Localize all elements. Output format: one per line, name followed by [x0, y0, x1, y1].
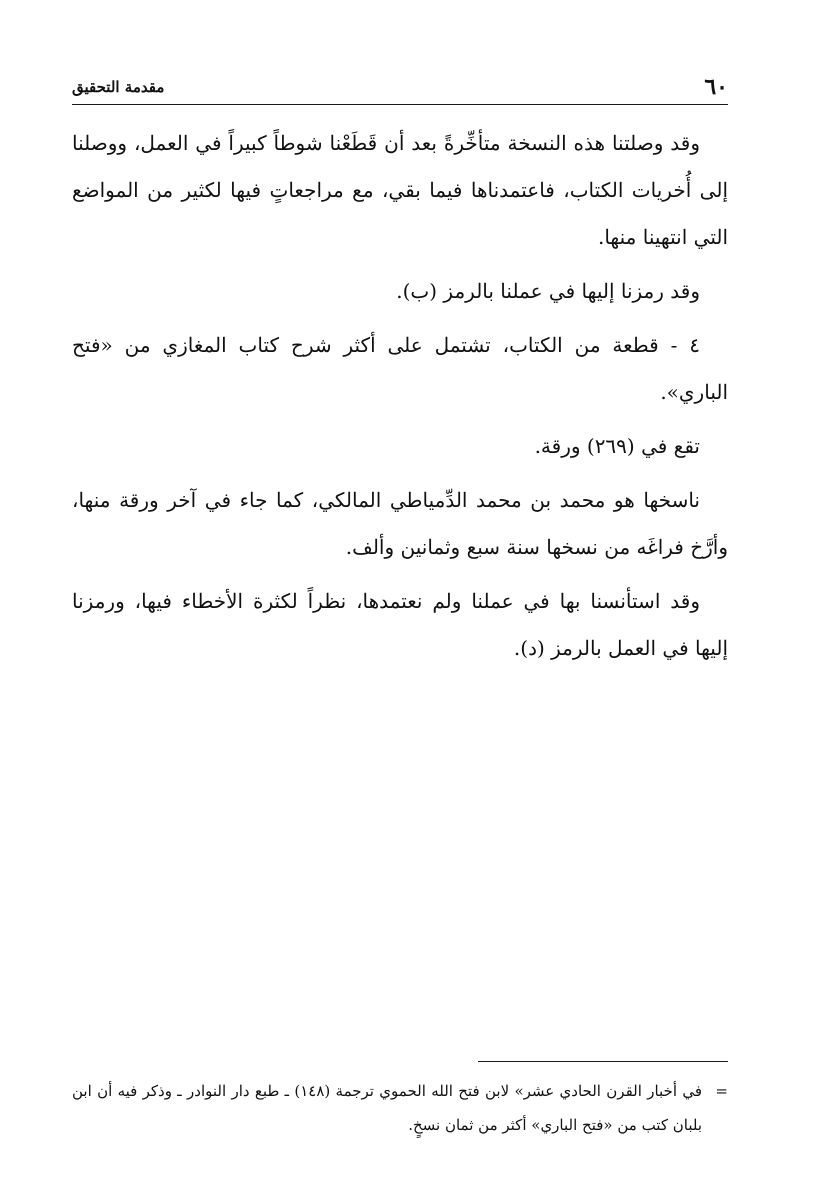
footnote-divider — [478, 1061, 728, 1062]
paragraph-5: ناسخها هو محمد بن محمد الدِّمياطي المالكي، كما جاء في آخر ورقة منها، وأرَّخ فراغَه من نسخها سنة سبع وثمانين وألف. — [72, 488, 728, 559]
page-number: ٦٠ — [704, 74, 728, 100]
main-text — [72, 120, 728, 679]
paragraph-1: وقد وصلتنا هذه النسخة متأخِّرةً بعد أن قَطَعْنا شوطاً كبيراً في العمل، ووصلنا إلى أُخريات الكتاب، فاعتمدناها فيما بقي، مع مراجعاتٍ فيها لكثير من المواضع التي انتهينا منها. — [72, 131, 728, 249]
footnote — [72, 1074, 728, 1142]
footnote-text: في أخبار القرن الحادي عشر» لابن فتح الله الحموي ترجمة (١٤٨) ـ طبع دار النوادر ـ وذكر فيه أن ابن بلبان كتب من «فتح الباري» أكثر من ثمان نسخٍ. — [72, 1082, 702, 1134]
paragraph-2: وقد رمزنا إليها في عملنا بالرمز (ب). — [396, 279, 700, 303]
page-header — [72, 76, 728, 105]
paragraph-6: وقد استأنسنا بها في عملنا ولم نعتمدها، نظراً لكثرة الأخطاء فيها، ورمزنا إليها في العمل بالرمز (د). — [72, 589, 728, 660]
paragraph-3: ٤ - قطعة من الكتاب، تشتمل على أكثر شرح كتاب المغازي من «فتح الباري». — [72, 333, 728, 404]
paragraph-4: تقع في (٢٦٩) ورقة. — [534, 434, 700, 458]
footnote-continuation-marker: = — [715, 1082, 728, 1100]
running-title: مقدمة التحقيق — [72, 78, 165, 96]
